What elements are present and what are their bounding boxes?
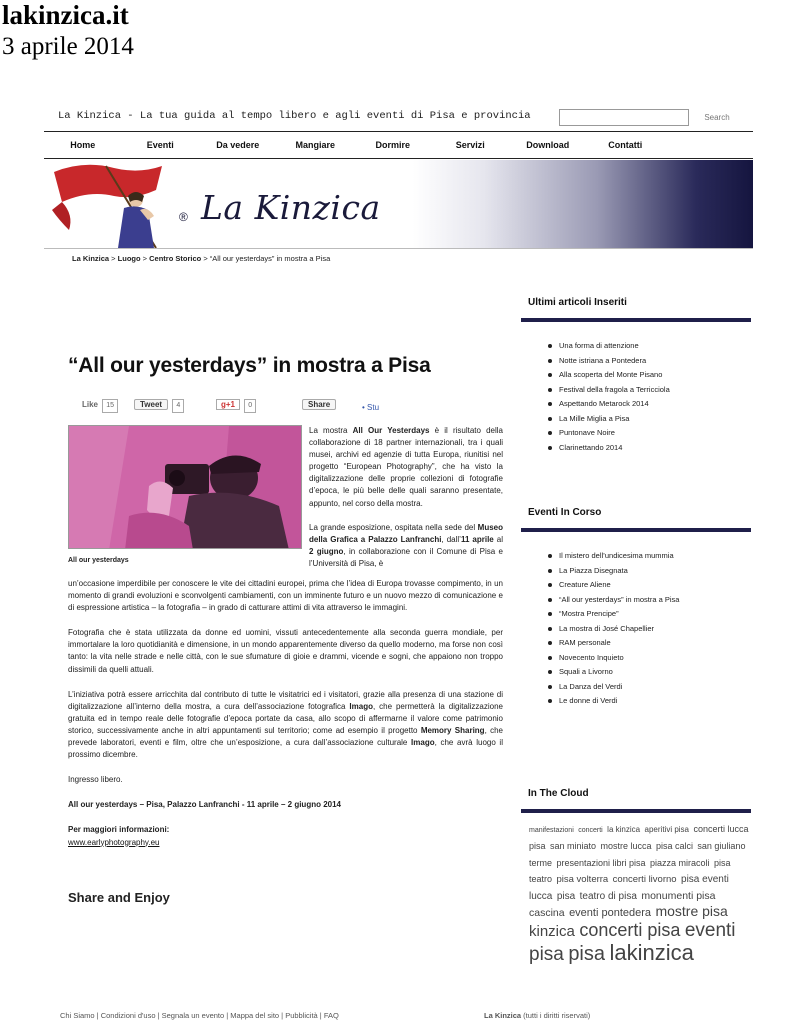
breadcrumb-sep: > xyxy=(109,254,118,263)
footer-brand: La Kinzica xyxy=(484,1011,522,1020)
main-nav xyxy=(44,131,753,159)
list-item[interactable]: Creature Aliene xyxy=(548,578,748,593)
tag-cloud-link[interactable]: manifestazioni xyxy=(529,827,574,834)
tag-cloud-link[interactable]: teatro di pisa xyxy=(579,891,637,903)
paragraph-4: L’iniziativa potrà essere arricchita dal contributo di tutte le visitatrici ed i visitatori, grazie alla presenza di una stazione di digitalizzazione all’interno della mostra, a cura dell’associazione fotografica Imago, che permetterà la digitalizzazione gratuita ed in tempo reale delle fotografie d’epoca portate da casa, allo scopo di affermarne il valore come patrimonio storico, successivamente anche in altri appuntamenti sul territorio; come ad esempio il progetto Memory Sharing, che prevede laboratori, eventi e film, oltre che un’esposizione, a cura dall’associazione culturale Imago, che avrà luogo il prossimo dicembre. xyxy=(68,689,503,760)
site-banner[interactable] xyxy=(44,160,753,248)
tweet-count: 4 xyxy=(172,399,184,413)
list-item[interactable]: Il mistero dell’undicesima mummia xyxy=(548,549,748,564)
like-label: Like xyxy=(82,400,99,409)
list-item[interactable]: Aspettando Metarock 2014 xyxy=(548,397,748,412)
breadcrumb-home[interactable]: La Kinzica xyxy=(72,254,110,263)
photo-caption: All our yesterdays xyxy=(68,557,129,564)
list-item[interactable]: Notte istriana a Pontedera xyxy=(548,354,748,369)
tag-cloud-link[interactable]: piazza miracoli xyxy=(649,857,710,868)
more-info-link[interactable]: www.earlyphotography.eu xyxy=(68,837,160,847)
gplus-count: 0 xyxy=(244,399,256,413)
current-events-list xyxy=(548,549,748,709)
tweet-label: Tweet xyxy=(134,399,168,410)
paragraph-2-continued: un’occasione imperdibile per conoscere le vite dei cittadini europei, prima che l’idea di Europa trovasse compimento, in un momento di grandi evoluzioni e sconvolgenti cambiamenti, con un imminente futuro e un nuovo mezzo di comunicazione e di espressione artistica – la fotografia – in grado di catturare attimi di vita attraverso le immagini. xyxy=(68,579,503,613)
clipping-source: lakinzica.it xyxy=(2,0,129,30)
footer-copyright xyxy=(484,1011,590,1020)
tag-cloud-title: In The Cloud xyxy=(528,788,589,799)
list-item[interactable]: La Mille Miglia a Pisa xyxy=(548,412,748,427)
list-item[interactable]: Una forma di attenzione xyxy=(548,339,748,354)
list-item[interactable]: “All our yesterdays” in mostra a Pisa xyxy=(548,593,748,608)
breadcrumb xyxy=(72,254,330,263)
clipping-header xyxy=(2,0,134,62)
tag-cloud-link[interactable]: concerti livorno xyxy=(612,874,677,886)
tag-cloud-link[interactable]: mostre pisa xyxy=(655,902,728,919)
nav-home[interactable]: Home xyxy=(70,140,96,150)
nav-download[interactable]: Download xyxy=(526,140,570,150)
nav-dormire[interactable]: Dormire xyxy=(375,140,410,150)
share-label: Share xyxy=(302,399,336,410)
tag-cloud-link[interactable]: concerti pisa xyxy=(579,919,681,940)
article-title: “All our yesterdays” in mostra a Pisa xyxy=(68,354,431,377)
list-item[interactable]: Alla scoperta del Monte Pisano xyxy=(548,368,748,383)
tag-cloud-link[interactable]: pisa calci xyxy=(655,840,693,851)
footer-rights: (tutti i diritti riservati) xyxy=(521,1011,591,1020)
nav-eventi[interactable]: Eventi xyxy=(146,140,174,150)
list-item[interactable]: Squali a Livorno xyxy=(548,665,748,680)
current-events-title: Eventi In Corso xyxy=(528,507,602,518)
flag-bearer-illustration xyxy=(44,160,194,248)
tag-cloud-link[interactable]: presentazioni libri pisa xyxy=(556,857,646,868)
tag-cloud-link[interactable]: eventi pisa xyxy=(529,919,736,965)
article-lead xyxy=(309,425,503,582)
current-events-bar xyxy=(521,528,751,532)
article-body xyxy=(68,578,503,849)
article-photo[interactable] xyxy=(68,425,302,549)
banner-divider xyxy=(44,248,753,249)
stumble-label: Stu xyxy=(367,403,380,412)
tag-cloud-link[interactable]: cascina xyxy=(529,906,565,919)
list-item[interactable]: La mostra di José Chapellier xyxy=(548,622,748,637)
tag-cloud-link[interactable]: pisa xyxy=(556,891,576,903)
breadcrumb-sep: > xyxy=(201,254,210,263)
paragraph-6: All our yesterdays – Pisa, Palazzo Lanfranchi - 11 aprile – 2 giugno 2014 xyxy=(68,800,341,810)
breadcrumb-centro-storico[interactable]: Centro Storico xyxy=(149,254,202,263)
paragraph-2: La grande esposizione, ospitata nella sede del Museo della Grafica a Palazzo Lanfranchi, dall’11 aprile al 2 giugno, in collaborazione con il Comune di Pisa e l’Università di Pisa, è xyxy=(309,522,504,568)
vintage-photo-image xyxy=(69,426,302,549)
list-item[interactable]: Le donne di Verdi xyxy=(548,694,748,709)
list-item[interactable]: “Mostra Prencipe” xyxy=(548,607,748,622)
breadcrumb-current: “All our yesterdays” in mostra a Pisa xyxy=(209,254,331,263)
nav-da-vedere[interactable]: Da vedere xyxy=(216,140,260,150)
tag-cloud-link[interactable]: lakinzica xyxy=(609,939,694,965)
list-item[interactable]: La Piazza Disegnata xyxy=(548,564,748,579)
list-item[interactable]: Puntonave Noire xyxy=(548,426,748,441)
facebook-like-button[interactable] xyxy=(82,398,118,412)
recent-articles-list xyxy=(548,339,748,455)
tag-cloud-link[interactable]: san giuliano terme xyxy=(529,840,746,868)
list-item[interactable]: Festival della fragola a Terricciola xyxy=(548,383,748,398)
search-input[interactable] xyxy=(559,109,689,126)
nav-mangiare[interactable]: Mangiare xyxy=(295,140,335,150)
more-info: Per maggiori informazioni: www.earlyphotography.eu xyxy=(68,825,170,847)
clipping-date: 3 aprile 2014 xyxy=(2,33,134,60)
tag-cloud-link[interactable]: la kinzica xyxy=(607,825,641,834)
paragraph-3: Fotografia che è stata utilizzata da donne ed uomini, vissuti antecedentemente alla seconda guerra mondiale, per immortalare la loro quotidianità e dimensione, in un mondo apparentemente diverso da quello moderno, ma forse non così tanto: la vita nelle strade e nelle città, con le sue sfumature di gioie e drammi, vicende e sogni, che appaiono non troppo dissimili da quelli attuali. xyxy=(68,628,503,674)
like-count: 15 xyxy=(102,399,118,413)
breadcrumb-sep: > xyxy=(140,254,150,263)
registered-mark: ® xyxy=(179,210,188,224)
tag-cloud-link[interactable]: eventi pontedera xyxy=(569,906,652,919)
tag-cloud-bar xyxy=(521,809,751,813)
gplus-label: g+1 xyxy=(216,399,240,410)
recent-articles-title: Ultimi articoli Inseriti xyxy=(528,297,627,308)
paragraph-1: La mostra All Our Yesterdays è il risultato della collaborazione di 18 partner internazionali, tra i quali musei, archivi ed agenzie di tutta Europa, riunitisi nel progetto “European Photography”, che ha visto la digitalizzazione delle proprie collezioni di fotografie d’epoca, le più belle delle quali saranno presentate, appunto, nel corso della mostra. xyxy=(309,426,504,508)
tag-cloud-link[interactable]: pisa volterra xyxy=(556,874,609,886)
nav-contatti[interactable]: Contatti xyxy=(608,140,643,150)
tag-cloud-link[interactable]: san miniato xyxy=(549,840,596,851)
stumble-button[interactable] xyxy=(362,401,379,415)
tag-cloud-link[interactable]: kinzica xyxy=(529,922,575,940)
list-item[interactable]: Novecento Inquieto xyxy=(548,651,748,666)
footer-links[interactable]: Chi Siamo | Condizioni d'uso | Segnala un evento | Mappa del sito | Pubblicità | FAQ xyxy=(60,1011,339,1020)
tag-cloud xyxy=(529,820,751,965)
tag-cloud-link[interactable]: pisa eventi lucca xyxy=(529,874,729,903)
google-plus-button[interactable] xyxy=(216,398,256,412)
site-tagline: La Kinzica - La tua guida al tempo libero e agli eventi di Pisa e provincia xyxy=(58,110,531,122)
tag-cloud-link[interactable]: monumenti pisa xyxy=(641,890,716,903)
stumble-icon: • xyxy=(362,403,368,412)
recent-articles-bar xyxy=(521,318,751,322)
site-logo[interactable]: La Kinzica xyxy=(201,188,381,227)
tag-cloud-link[interactable]: pisa teatro xyxy=(529,857,731,885)
breadcrumb-luogo[interactable]: Luogo xyxy=(117,254,141,263)
linkedin-share-button[interactable] xyxy=(302,398,336,412)
paragraph-5: Ingresso libero. xyxy=(68,775,123,785)
tag-cloud-link[interactable]: aperitivi pisa xyxy=(644,825,689,834)
tag-cloud-link[interactable]: concerti xyxy=(578,827,603,834)
tag-cloud-link[interactable]: pisa xyxy=(529,840,546,851)
list-item[interactable]: RAM personale xyxy=(548,636,748,651)
tag-cloud-link[interactable]: concerti lucca xyxy=(693,824,749,834)
search-button[interactable]: Search xyxy=(694,109,740,126)
tag-cloud-link[interactable]: pisa xyxy=(568,942,606,965)
list-item[interactable]: La Danza del Verdi xyxy=(548,680,748,695)
tweet-button[interactable] xyxy=(134,398,184,412)
list-item[interactable]: Clarinettando 2014 xyxy=(548,441,748,456)
nav-servizi[interactable]: Servizi xyxy=(455,140,485,150)
share-and-enjoy-heading: Share and Enjoy xyxy=(68,890,170,905)
tag-cloud-link[interactable]: mostre lucca xyxy=(600,840,652,851)
social-share-row xyxy=(68,398,438,414)
